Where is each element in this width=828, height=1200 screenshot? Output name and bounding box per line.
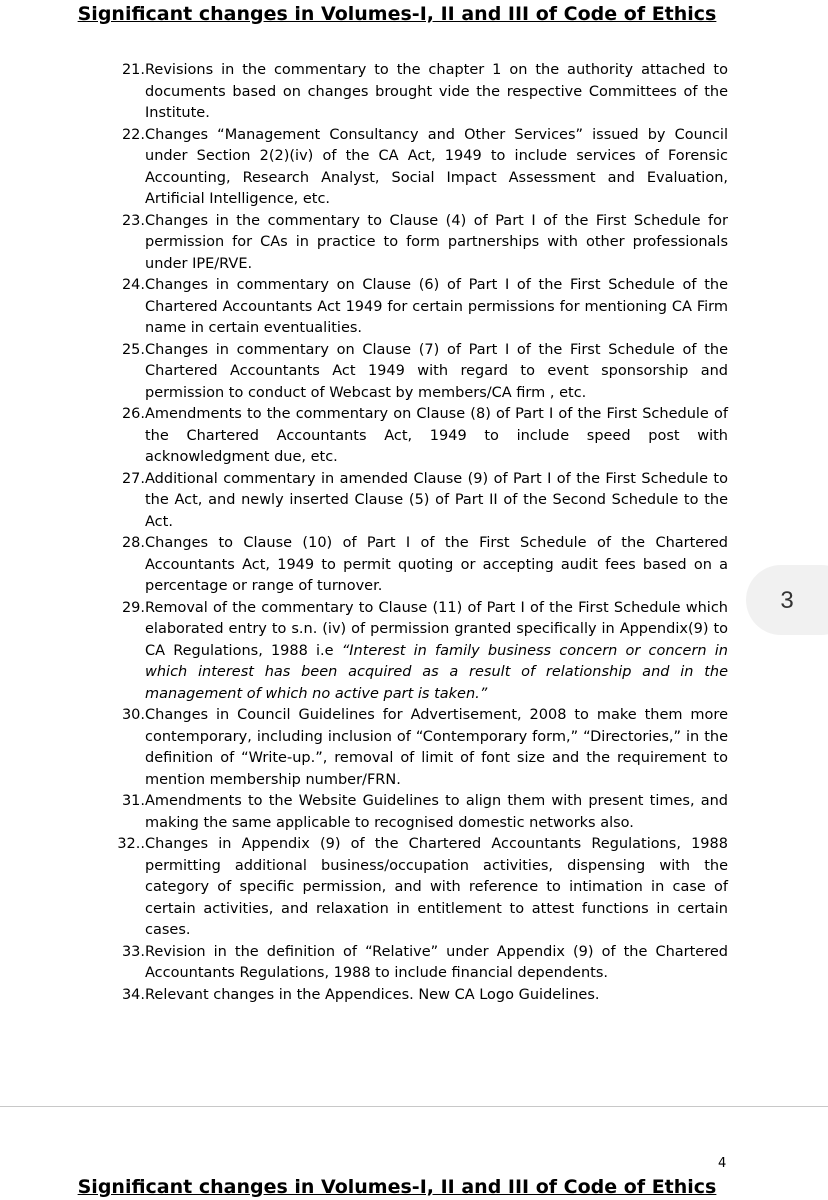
item-number: 31. — [121, 793, 145, 809]
item-quote: “Interest in family business concern or concern in which interest has been acquired as a result of relationship and in the management of which no active part is taken.” — [145, 642, 728, 702]
item-number: 34. — [121, 986, 145, 1003]
list-item — [0, 985, 728, 1007]
page-indicator-tab[interactable] — [746, 565, 828, 635]
item-text: Changes in commentary on Clause (7) of Part I of the First Schedule of the Chartered Accountants Act 1949 with regard to event sponsorship and permission to conduct of Webcast by members/CA firm , etc. — [145, 341, 728, 401]
item-text: Amendments to the commentary on Clause (8) of Part I of the First Schedule of the Chartered Accountants Act, 1949 to include speed post with acknowledgment due, etc. — [145, 406, 728, 465]
list-item — [0, 533, 728, 598]
page-title: Significant changes in Volumes-I, II and III of Code of Ethics — [77, 3, 717, 25]
item-number: 28. — [121, 535, 145, 551]
list-item — [0, 942, 728, 985]
item-number: 30. — [121, 707, 145, 723]
list-item — [0, 60, 728, 125]
item-text: Changes in the commentary to Clause (4) of Part I of the First Schedule for permission for CAs in practice to form partnerships with other professionals under IPE/RVE. — [145, 212, 728, 272]
item-text: Changes in Council Guidelines for Advertisement, 2008 to make them more contemporary, including inclusion of “Contemporary form,” “Directories,” in the definition of “Write-up.”, removal of limit of font size and the requirement to mention membership number/FRN. — [145, 707, 728, 788]
list-item — [0, 404, 728, 469]
list-item — [0, 340, 728, 405]
item-number: 24. — [121, 277, 145, 293]
item-text: Changes in commentary on Clause (6) of Part I of the First Schedule of the Chartered Accountants Act 1949 for certain permissions for mentioning CA Firm name in certain eventualities. — [145, 277, 728, 336]
item-text: Relevant changes in the Appendices. New CA Logo Guidelines. — [145, 986, 600, 1003]
next-page-title: Significant changes in Volumes-I, II and III of Code of Ethics — [77, 1176, 717, 1198]
item-text: Removal of the commentary to Clause (11) of Part I of the First Schedule which elaborated entry to s.n. (iv) of permission granted specifically in Appendix(9) to CA Regulations, 1988 i.e — [145, 599, 728, 659]
item-text: Amendments to the Website Guidelines to align them with present times, and making the same applicable to recognised domestic networks also. — [145, 793, 728, 831]
item-text: Changes in Appendix (9) of the Chartered Accountants Regulations, 1988 permitting additional business/occupation activities, dispensing with the category of specific permission, and with reference to intimation in case of certain activities, and relaxation in entitlement to attest functions in certain cases. — [145, 836, 728, 938]
list-item — [0, 275, 728, 340]
item-text: Revision in the definition of “Relative” under Appendix (9) of the Chartered Accountants Regulations, 1988 to include financial dependents. — [145, 943, 728, 981]
changes-list — [0, 60, 828, 1006]
list-item — [0, 125, 728, 211]
item-text: Changes to Clause (10) of Part I of the First Schedule of the Chartered Accountants Act, 1949 to permit quoting or accepting audit fees based on a percentage or range of turnover. — [145, 535, 728, 594]
item-number: 22. — [121, 126, 145, 143]
item-text: Changes “Management Consultancy and Other Services” issued by Council under Section 2(2)(iv) of the CA Act, 1949 to include services of Forensic Accounting, Research Analyst, Social Impact Assessment and Evaluation, Artificial Intelligence, etc. — [145, 126, 728, 207]
list-item — [0, 469, 728, 534]
list-item — [0, 211, 728, 276]
page-indicator-number: 3 — [780, 587, 794, 614]
item-number: 21. — [121, 62, 145, 78]
item-number: 26. — [121, 406, 145, 422]
item-text: Additional commentary in amended Clause (9) of Part I of the First Schedule to the Act, and newly inserted Clause (5) of Part II of the Second Schedule to the Act. — [145, 470, 728, 530]
list-item — [0, 791, 728, 834]
item-text: Revisions in the commentary to the chapter 1 on the authority attached to documents based on changes brought vide the respective Committees of the Institute. — [145, 62, 728, 121]
item-number: 29. — [121, 599, 145, 616]
page-divider — [0, 1106, 828, 1107]
list-item — [0, 705, 728, 791]
item-number: 25. — [121, 341, 145, 358]
list-item — [0, 598, 728, 706]
item-number: 23. — [121, 212, 145, 229]
item-number: 33. — [121, 943, 145, 960]
item-number: 27. — [121, 470, 145, 487]
page-number: 4 — [718, 1156, 727, 1171]
list-item — [0, 834, 728, 942]
item-number: 32.. — [117, 836, 145, 852]
